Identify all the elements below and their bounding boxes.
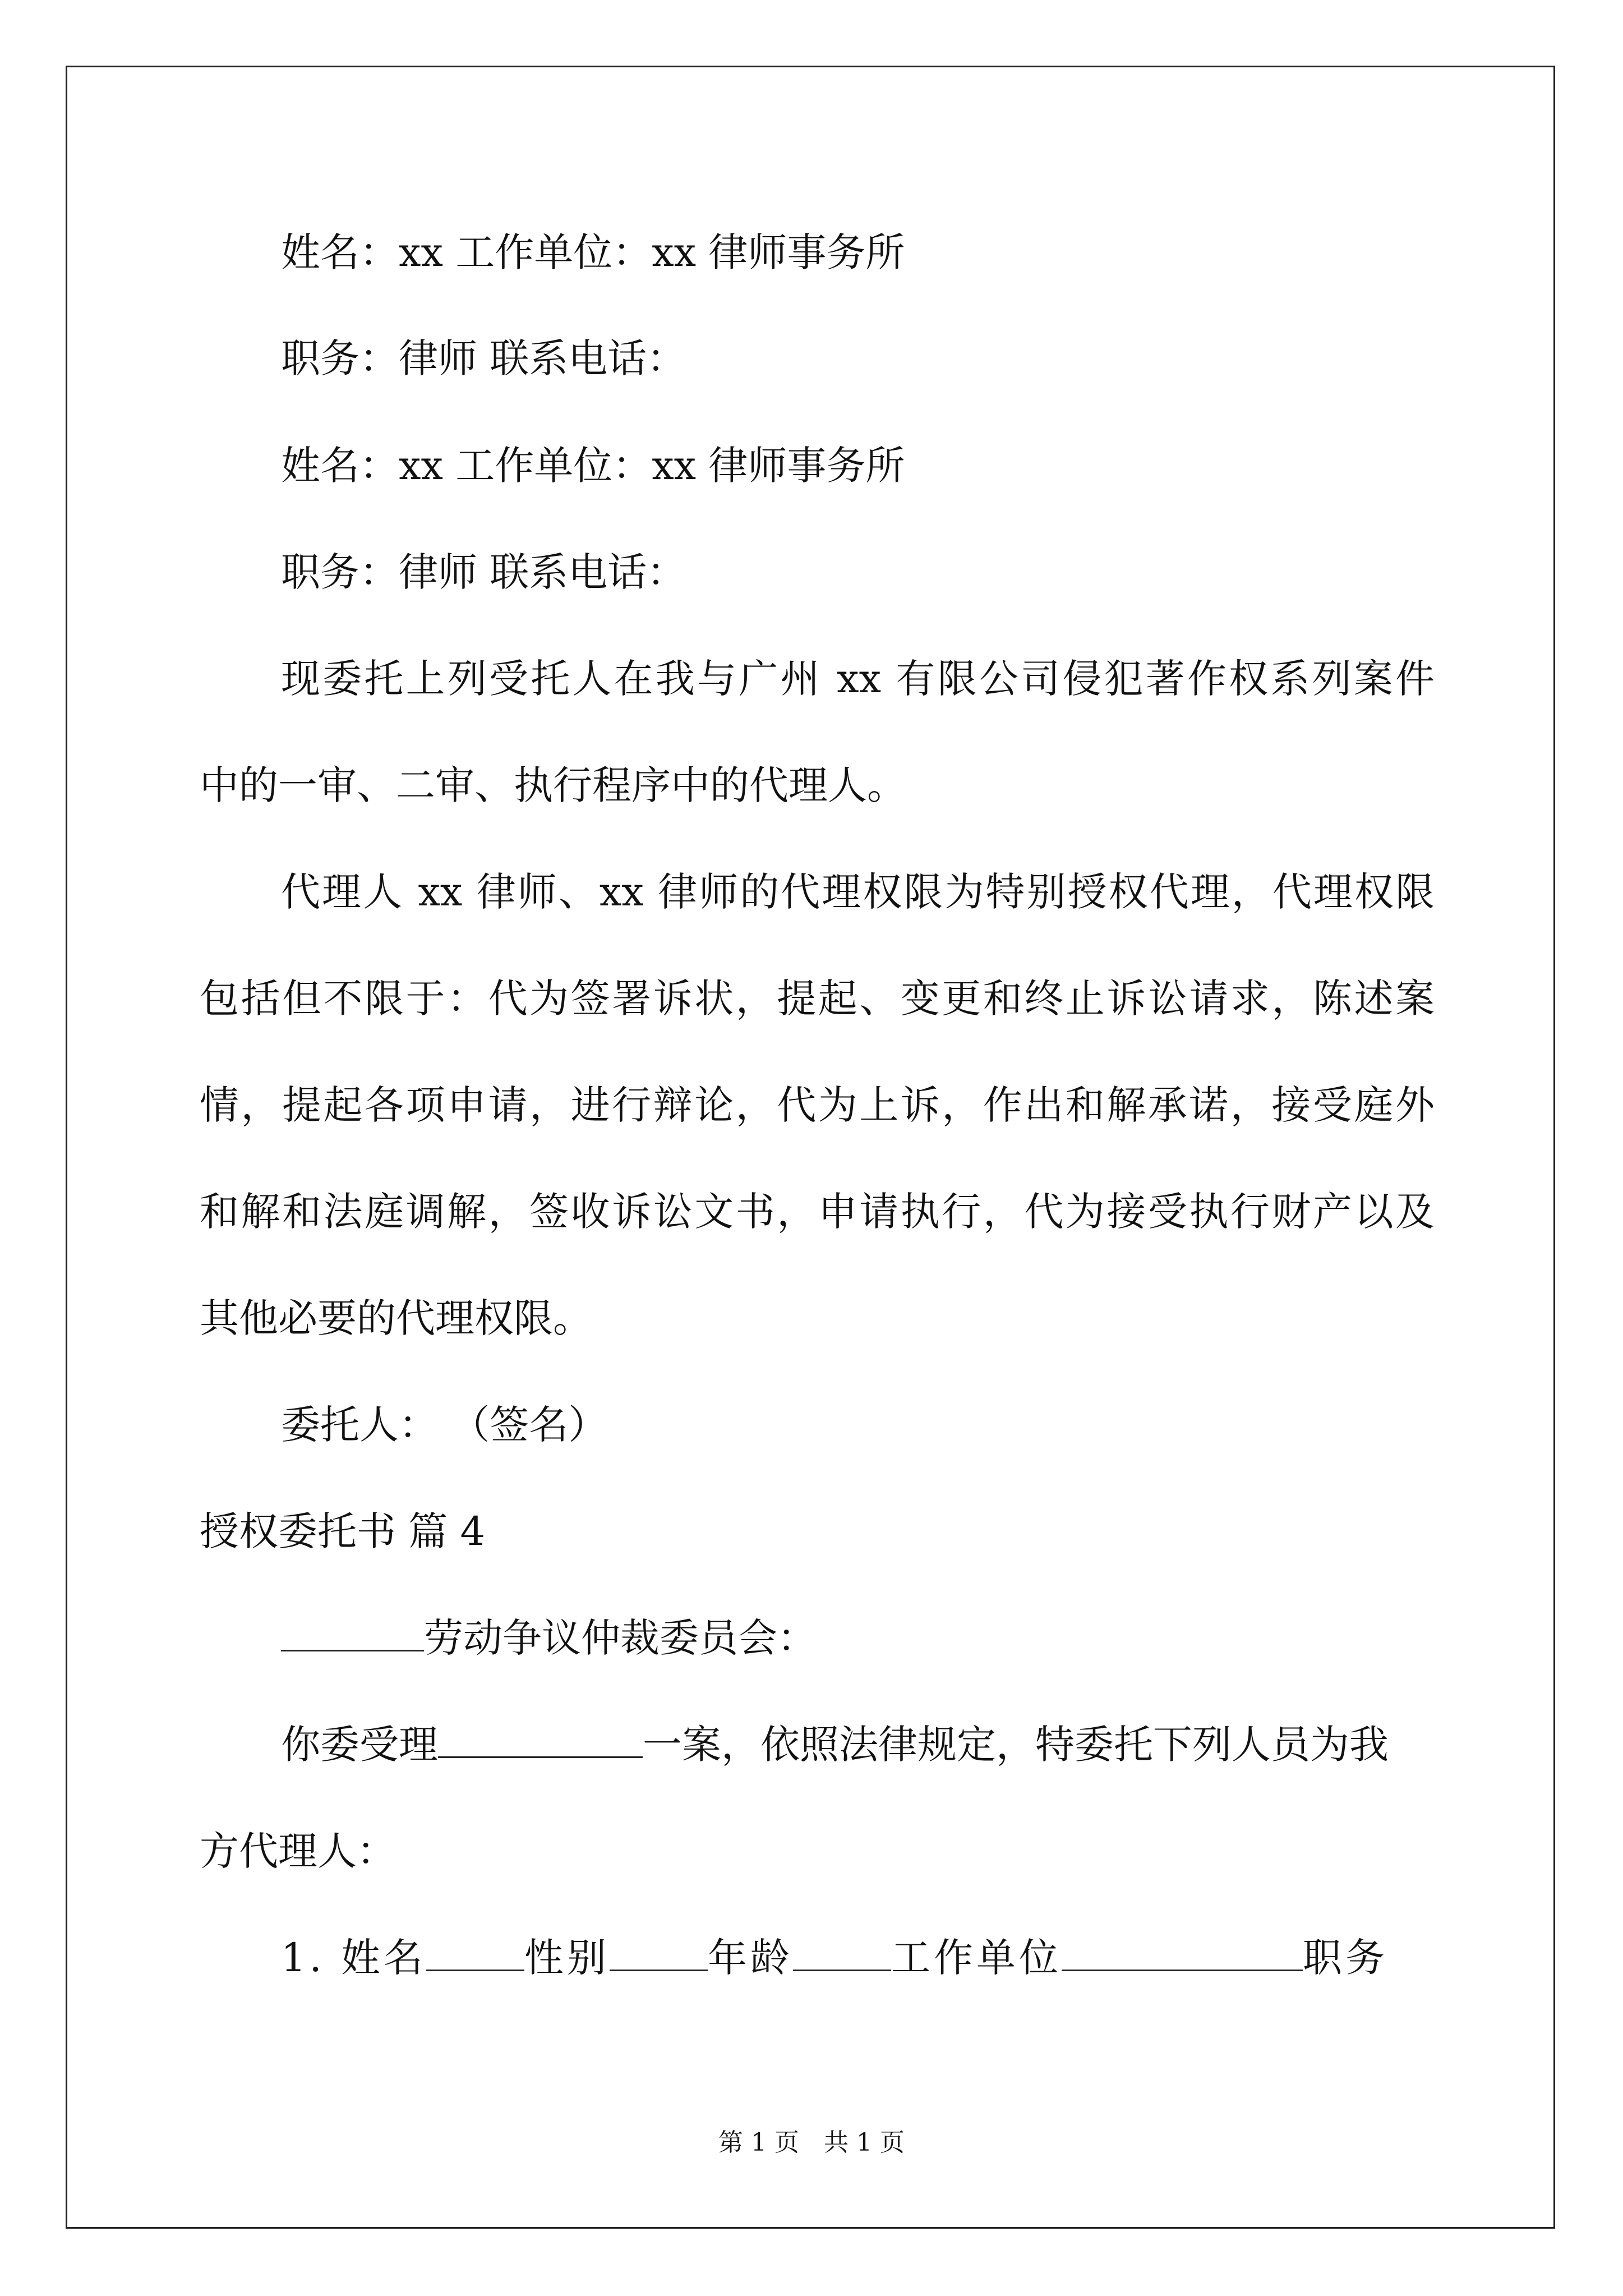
case-text-start: 你委受理 bbox=[281, 1722, 438, 1768]
text-line: 代理人 xx 律师、xx 律师的代理权限为特别授权代理，代理权限 bbox=[281, 869, 1435, 915]
text-line: 姓名：xx 工作单位：xx 律师事务所 bbox=[281, 443, 905, 489]
text-line: 现委托上列受托人在我与广州 xx 有限公司侵犯著作权系列案件 bbox=[281, 656, 1435, 702]
text-line: 姓名：xx 工作单位：xx 律师事务所 bbox=[281, 229, 905, 275]
addressee-text: 劳动争议仲裁委员会： bbox=[424, 1615, 817, 1661]
name-label: 1. 姓名 bbox=[281, 1935, 427, 1981]
position-label: 职务 bbox=[1303, 1935, 1389, 1981]
text-line: 其他必要的代理权限。 bbox=[200, 1295, 592, 1341]
age-label: 年龄 bbox=[708, 1935, 794, 1981]
text-line: 中的一审、二审、执行程序中的代理人。 bbox=[200, 762, 906, 808]
blank-field bbox=[281, 1615, 424, 1651]
case-text-end: 一案，依照法律规定，特委托下列人员为我 bbox=[643, 1722, 1389, 1768]
addressee-line bbox=[200, 1613, 817, 1663]
text-line: 情，提起各项申请，进行辩论，代为上诉，作出和解承诺，接受庭外 bbox=[200, 1082, 1435, 1128]
text-line: 和解和法庭调解，签收诉讼文书，申请执行，代为接受执行财产以及 bbox=[200, 1189, 1435, 1235]
page-frame bbox=[66, 66, 1555, 2229]
text-line: 方代理人： bbox=[200, 1828, 396, 1874]
workplace-label: 工作单位 bbox=[891, 1935, 1062, 1981]
blank-field bbox=[426, 1935, 524, 1971]
signature-line: 委托人： （签名） bbox=[281, 1402, 608, 1448]
case-line bbox=[200, 1719, 1389, 1770]
blank-field bbox=[610, 1935, 708, 1971]
blank-field bbox=[438, 1722, 643, 1758]
agent-info-line bbox=[200, 1932, 1388, 1983]
text-line: 职务：律师 联系电话： bbox=[281, 549, 686, 595]
gender-label: 性别 bbox=[524, 1935, 610, 1981]
blank-field bbox=[793, 1935, 891, 1971]
text-line: 包括但不限于：代为签署诉状，提起、变更和终止诉讼请求，陈述案 bbox=[200, 976, 1435, 1022]
page-footer: 第 1 页 共 1 页 bbox=[718, 2128, 905, 2157]
section-heading: 授权委托书 篇 4 bbox=[200, 1508, 486, 1554]
blank-field bbox=[1062, 1935, 1303, 1971]
text-line: 职务：律师 联系电话： bbox=[281, 335, 686, 381]
